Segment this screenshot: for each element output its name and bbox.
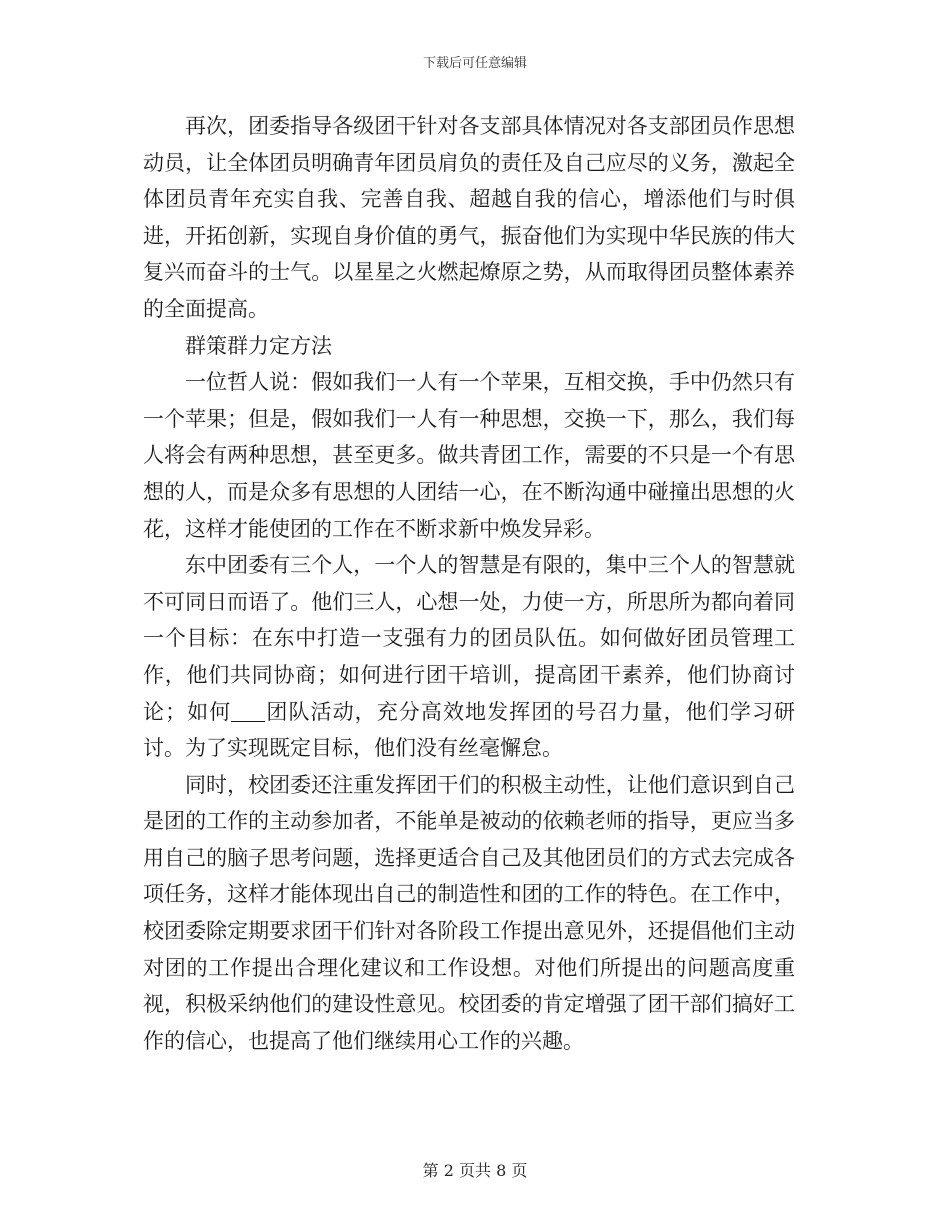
document-body: [143, 108, 795, 1059]
paragraph-3-text-a: 东中团委有三个人，一个人的智慧是有限的，集中三个人的智慧就不可同日而语了。他们三人，心想一处，力使一方，所思所为都向着同一个目标：在东中打造一支强有力的团员队伍。如何做好团员管理工作，他们共同协商；如何进行团干培训，提高团干素养，他们协商讨论；如何: [143, 553, 795, 724]
page-header: 下载后可任意编辑: [422, 56, 527, 71]
paragraph-2: 一位哲人说：假如我们一人有一个苹果，互相交换，手中仍然只有一个苹果；但是，假如我们一人有一种思想，交换一下，那么，我们每人将会有两种思想，甚至更多。做共青团工作，需要的不只是一个有思想的人，而是众多有思想的人团结一心，在不断沟通中碰撞出思想的火花，这样才能使团的工作在不断求新中焕发异彩。: [143, 370, 795, 541]
paragraph-3-text-b: 团队活动，充分高效地发挥团的号召力量，他们学习研讨。为了实现既定目标，他们没有丝毫懈怠。: [143, 699, 796, 761]
paragraph-1: 再次，团委指导各级团干针对各支部具体情况对各支部团员作思想动员，让全体团员明确青年团员肩负的责任及自己应尽的义务，激起全体团员青年充实自我、完善自我、超越自我的信心，增添他们与时俱进，开拓创新，实现自身价值的勇气，振奋他们为实现中华民族的伟大复兴而奋斗的士气。以星星之火燃起燎原之势，从而取得团员整体素养的全面提高。: [143, 114, 795, 321]
paragraph-3: [143, 547, 795, 767]
paragraph-4: 同时，校团委还注重发挥团干们的积极主动性，让他们意识到自己是团的工作的主动参加者，不能单是被动的依赖老师的指导，更应当多用自己的脑子思考问题，选择更适合自己及其他团员们的方式去完成各项任务，这样才能体现出自己的制造性和团的工作的特色。在工作中，校团委除定期要求团干们针对各阶段工作提出意见外，还提倡他们主动对团的工作提出合理化建议和工作设想。对他们所提出的问题高度重视，积极采纳他们的建设性意见。校团委的肯定增强了团干部们搞好工作的信心，也提高了他们继续用心工作的兴趣。: [143, 772, 795, 1053]
section-heading: 群策群力定方法: [185, 333, 332, 358]
page-number: 第 2 页共 8 页: [422, 1161, 528, 1180]
fill-in-blank: [231, 698, 265, 721]
